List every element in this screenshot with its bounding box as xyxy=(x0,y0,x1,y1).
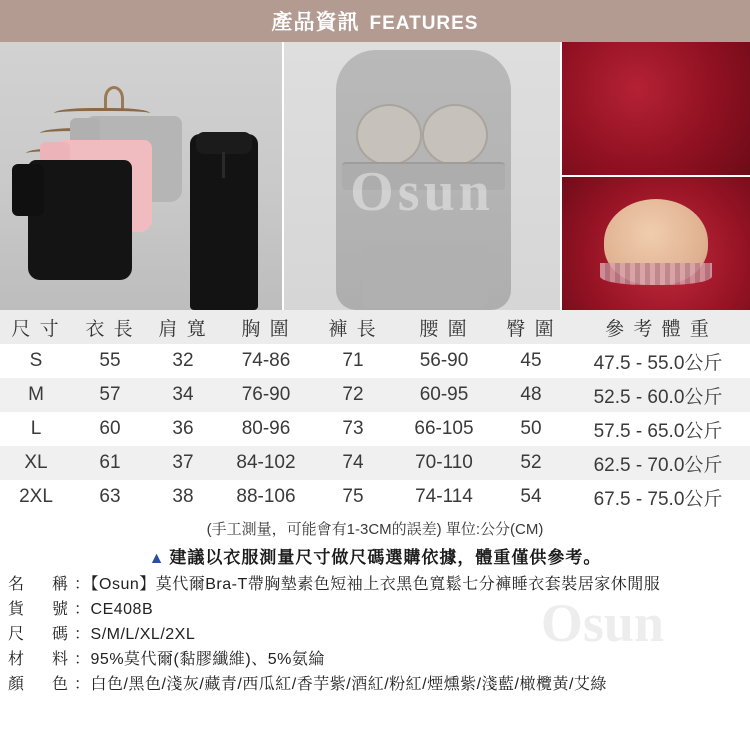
cell-size: XL xyxy=(24,452,48,473)
cell-pantlength: 74 xyxy=(342,452,364,473)
size-advice-text: 建議以衣服測量尺寸做尺碼選購依據，體重僅供參考。 xyxy=(169,548,602,567)
cell-shoulder: 36 xyxy=(172,418,194,439)
spec-row-colors xyxy=(8,672,742,697)
cell-bust: 84-102 xyxy=(236,452,296,473)
cell-waist: 60-95 xyxy=(419,384,469,405)
model-shorts xyxy=(362,246,488,308)
cell-shoulder: 38 xyxy=(172,486,194,507)
spec-key: 尺 碼 xyxy=(8,626,75,643)
page-title xyxy=(272,6,479,36)
cell-size: 2XL xyxy=(19,486,53,507)
page-title-en: FEATURES xyxy=(369,13,479,34)
bra-cup-right xyxy=(422,104,488,166)
nursing-flap xyxy=(342,162,505,190)
product-photo-red-details xyxy=(562,42,750,310)
cell-pantlength: 71 xyxy=(342,350,364,371)
table-row xyxy=(0,480,750,514)
red-fabric-background xyxy=(562,42,750,175)
cell-length: 57 xyxy=(99,384,121,405)
cell-size: L xyxy=(30,418,42,439)
col-header-bust: 胸 圍 xyxy=(218,310,314,344)
cell-hip: 45 xyxy=(520,350,542,371)
spec-row-item-number xyxy=(8,597,742,622)
cell-length: 63 xyxy=(99,486,121,507)
col-header-size: 尺 寸 xyxy=(0,310,72,344)
cell-waist: 56-90 xyxy=(419,350,469,371)
spec-value: ：S/M/L/XL/2XL xyxy=(74,626,196,643)
spec-value: ：95%莫代爾(黏膠纖維)、5%氨綸 xyxy=(74,651,325,668)
bra-cup-left xyxy=(356,104,422,166)
spec-value: ：CE408B xyxy=(74,601,154,618)
cell-size: M xyxy=(28,384,44,405)
cell-hip: 48 xyxy=(520,384,542,405)
spec-row-sizes xyxy=(8,622,742,647)
cell-bust: 88-106 xyxy=(236,486,296,507)
spec-row-material xyxy=(8,647,742,672)
table-row xyxy=(0,344,750,378)
spec-key: 貨 號 xyxy=(8,601,75,618)
cell-hip: 50 xyxy=(520,418,542,439)
table-row xyxy=(0,446,750,480)
spec-key: 顏 色 xyxy=(8,676,75,693)
cell-waist: 66-105 xyxy=(414,418,474,439)
garment-waistband xyxy=(196,132,252,154)
measurement-note: (手工測量，可能會有1-3CM的誤差) 單位:公分(CM) xyxy=(206,521,544,538)
cell-shoulder: 34 xyxy=(172,384,194,405)
cell-length: 61 xyxy=(99,452,121,473)
bra-cups xyxy=(356,104,491,166)
size-chart-body xyxy=(0,344,750,514)
col-header-waist: 腰 圍 xyxy=(392,310,496,344)
red-garment-closeup-1 xyxy=(562,42,750,175)
spec-list xyxy=(0,568,750,697)
cell-weight: 52.5 - 60.0公斤 xyxy=(593,386,723,408)
spec-key: 材 料 xyxy=(8,651,75,668)
col-header-pantlength: 褲 長 xyxy=(314,310,392,344)
cell-weight: 67.5 - 75.0公斤 xyxy=(593,488,723,510)
spec-value: ：白色/黑色/淺灰/藏青/西瓜紅/香芋紫/酒紅/粉紅/煙燻紫/淺藍/橄欖黃/艾綠 xyxy=(74,676,607,693)
model-torso xyxy=(336,50,511,310)
spec-row-name xyxy=(8,572,742,597)
page-title-zh: 產品資訊 xyxy=(271,11,360,34)
cell-size: S xyxy=(29,350,43,371)
cell-length: 55 xyxy=(99,350,121,371)
product-photo-model xyxy=(284,42,560,310)
cell-hip: 54 xyxy=(520,486,542,507)
cell-shoulder: 32 xyxy=(172,350,194,371)
cell-shoulder: 37 xyxy=(172,452,194,473)
cell-pantlength: 72 xyxy=(342,384,364,405)
watermark: Osun xyxy=(350,161,494,223)
page-header xyxy=(0,0,750,42)
spec-key: 名 稱 xyxy=(8,576,75,593)
lace-trim xyxy=(600,263,712,285)
red-garment-closeup-2 xyxy=(562,177,750,310)
cell-pantlength: 73 xyxy=(342,418,364,439)
product-photo-hangers xyxy=(0,42,282,310)
cell-waist: 70-110 xyxy=(415,452,473,473)
watermark-ghost: Osun xyxy=(540,593,664,653)
size-chart-table xyxy=(0,310,750,514)
col-header-weight: 參 考 體 重 xyxy=(566,310,750,344)
table-row xyxy=(0,378,750,412)
col-header-length: 衣 長 xyxy=(72,310,148,344)
spec-value: ：【Osun】莫代爾Bra-T帶胸墊素色短袖上衣黑色寬鬆七分褲睡衣套裝居家休閒服 xyxy=(74,576,661,593)
col-header-shoulder: 肩 寬 xyxy=(148,310,218,344)
cell-bust: 74-86 xyxy=(241,350,291,371)
cell-waist: 74-114 xyxy=(415,486,473,507)
cell-length: 60 xyxy=(99,418,121,439)
table-row xyxy=(0,412,750,446)
garment-sleeve xyxy=(12,164,44,216)
cell-weight: 47.5 - 55.0公斤 xyxy=(593,352,723,374)
cell-bust: 80-96 xyxy=(241,418,291,439)
photo-strip xyxy=(0,42,750,310)
cell-weight: 62.5 - 70.0公斤 xyxy=(593,454,723,476)
col-header-hip: 臀 圍 xyxy=(496,310,566,344)
drawstring-icon xyxy=(222,152,225,178)
size-chart-header-row xyxy=(0,310,750,344)
cell-pantlength: 75 xyxy=(342,486,364,507)
cell-bust: 76-90 xyxy=(241,384,291,405)
cell-weight: 57.5 - 65.0公斤 xyxy=(593,420,723,442)
triangle-icon: ▲ xyxy=(148,550,166,567)
cell-hip: 52 xyxy=(520,452,542,473)
size-advice xyxy=(0,543,750,568)
